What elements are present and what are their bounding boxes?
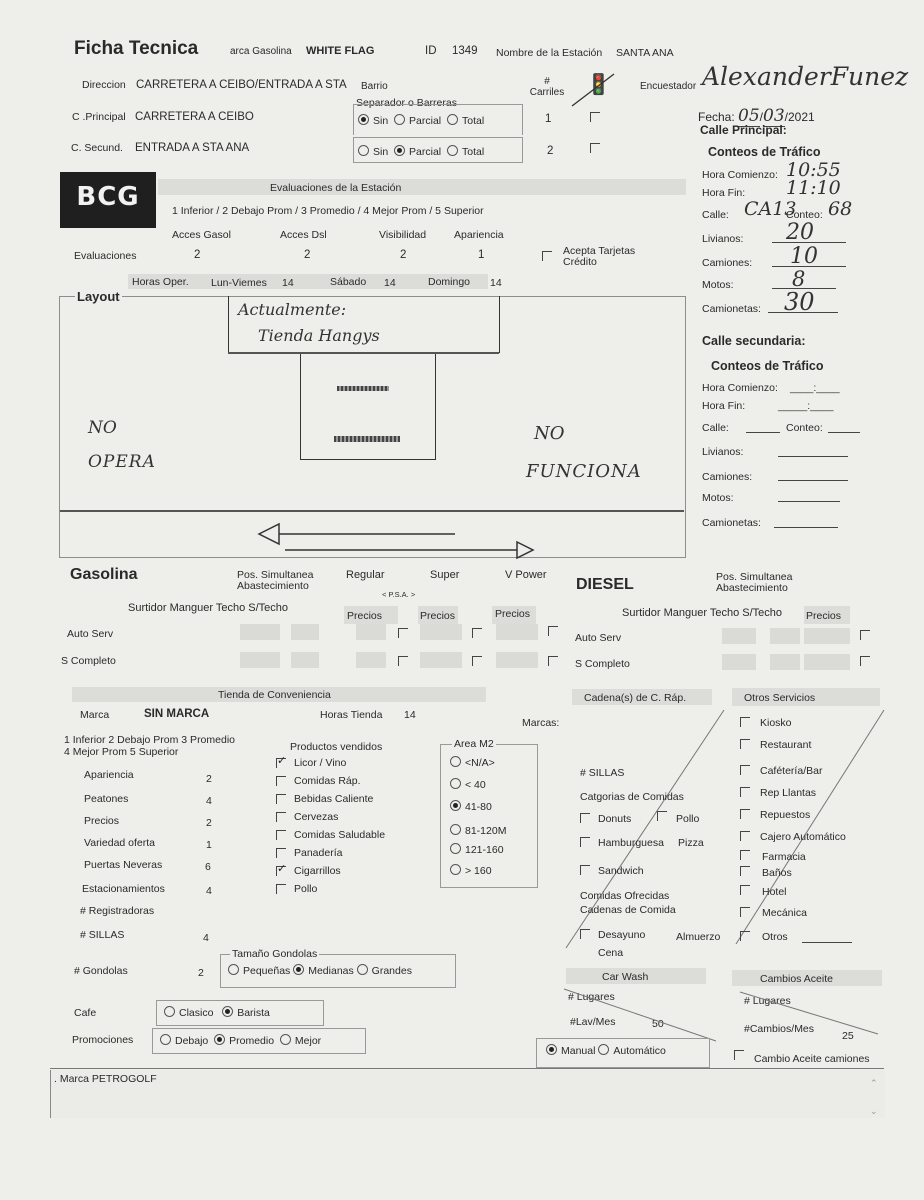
area-title: Area M2 [454, 738, 494, 750]
ts-count-label: Conteo: [786, 422, 823, 434]
rating-value-4: 6 [205, 861, 211, 873]
service-check-4[interactable] [740, 809, 750, 819]
diesel-price-label: Precios [806, 610, 842, 622]
notes-text: . Marca PETROGOLF [54, 1073, 157, 1085]
service-check-1[interactable] [740, 739, 750, 749]
layout-canopy-sketch [300, 354, 436, 460]
main-separator-options: Sin Parcial Total [358, 114, 484, 128]
bcg-logo-text: BCG [76, 182, 140, 212]
main-street-label: C .Principal [72, 111, 126, 123]
tm-motos-label: Motos: [702, 279, 734, 291]
scroll-up-icon[interactable]: ⌃ [870, 1078, 878, 1088]
gas-auto-check-2[interactable] [472, 628, 482, 638]
brand-label: arca Gasolina [230, 46, 292, 57]
cards-checkbox[interactable] [542, 251, 552, 261]
ts-cars-line[interactable] [778, 456, 848, 457]
area-opt-1[interactable]: < 40 [450, 778, 486, 792]
tm-vans-label: Camionetas: [702, 303, 761, 315]
main-sin-radio[interactable] [358, 114, 369, 125]
promo-label: Promociones [72, 1034, 134, 1046]
gas-full-check-2[interactable] [472, 656, 482, 666]
product-label-4: Comidas Saludable [294, 829, 386, 841]
service-label-10: Otros [762, 931, 788, 943]
oil-strike-mark [736, 988, 882, 1038]
traffic-light-icon: 🚦 [586, 74, 611, 96]
diesel-auto-check[interactable] [860, 630, 870, 640]
carwash-month-value: 50 [652, 1018, 664, 1030]
sandwich-label: Sandwich [598, 865, 644, 877]
oil-trucks-label: Cambio Aceite camiones [754, 1053, 870, 1065]
tm-trucks-label: Camiones: [702, 257, 753, 269]
store-scale-2: 4 Mejor Prom 5 Superior [64, 746, 179, 758]
rating-label-7: # SILLAS [80, 929, 125, 941]
rating-value-5: 4 [206, 885, 212, 897]
promo-below-radio[interactable] [160, 1034, 171, 1045]
second-street-value: ENTRADA A STA ANA [135, 142, 250, 154]
tm-cars-value: 20 [786, 220, 814, 245]
diesel-auto-price[interactable] [804, 628, 850, 644]
product-label-2: Bebidas Caliente [294, 793, 374, 805]
cafe-options: Clasico Barista [164, 1006, 270, 1020]
gasoline-title: Gasolina [70, 566, 138, 583]
carwash-spots: # Lugares [568, 991, 615, 1003]
breakfast-checkbox[interactable] [580, 929, 590, 939]
dinner-label: Cena [598, 947, 624, 959]
service-check-3[interactable] [740, 787, 750, 797]
product-check-0[interactable] [276, 758, 286, 768]
store-hours-label: Horas Tienda [320, 709, 383, 721]
address-value: CARRETERA A CEIBO/ENTRADA A STA [136, 79, 347, 91]
gas-price-label-1: Precios [347, 610, 383, 622]
bcg-logo [60, 172, 156, 228]
oil-changes-value: 25 [842, 1030, 854, 1042]
rating-label-5: Estacionamientos [82, 883, 165, 895]
service-other-line[interactable] [802, 942, 852, 943]
store-brands-label: Marcas: [522, 717, 560, 729]
layout-right-note-2: FUNCIONA [526, 461, 642, 482]
gas-full-check-1[interactable] [398, 656, 408, 666]
service-label-6: Farmacia [762, 851, 806, 863]
saturday-value: 14 [384, 277, 396, 289]
ts-start-blank[interactable]: ____:____ [790, 382, 840, 394]
service-label-3: Rep Llantas [760, 787, 817, 799]
lanes-strike-mark [568, 70, 618, 110]
date-sep: / [759, 110, 764, 124]
cards-label: Acepta Tarjetas Crédito [563, 245, 636, 268]
service-check-0[interactable] [740, 717, 750, 727]
tm-street-label: Calle: [702, 209, 729, 221]
lunch-label: Almuerzo [676, 931, 721, 943]
product-check-2[interactable] [276, 794, 286, 804]
gondolas-value: 2 [198, 967, 204, 979]
fastfood-chains: Cadenas de Comida [580, 904, 676, 916]
eval-row-label: Evaluaciones [74, 250, 137, 262]
diesel-auto-cell-1[interactable] [722, 628, 756, 644]
donuts-checkbox[interactable] [580, 813, 590, 823]
gas-auto-cell-2[interactable] [291, 624, 319, 640]
layout-right-note-1: NO [534, 423, 565, 444]
carwash-manual-radio[interactable] [546, 1044, 557, 1055]
rating-label-3: Variedad oferta [84, 837, 156, 849]
product-check-5[interactable] [276, 848, 286, 858]
carwash-auto-radio[interactable] [598, 1044, 609, 1055]
ts-vans-label: Camionetas: [702, 517, 761, 529]
gas-price-label-3: Precios [495, 608, 531, 620]
burger-label: Hamburguesa [598, 837, 664, 849]
brand-value: WHITE FLAG [306, 45, 375, 57]
weekday-label: Lun-Viemes [211, 277, 267, 289]
area-opt-4[interactable]: 121-160 [450, 843, 504, 857]
donuts-label: Donuts [598, 813, 632, 825]
promo-options: Debajo Promedio Mejor [160, 1034, 321, 1048]
oil-title: Cambios Aceite [760, 973, 833, 985]
pollo-checkbox[interactable] [657, 811, 667, 821]
gas-auto-check-3[interactable] [548, 626, 558, 636]
fastfood-seats: # SILLAS [580, 767, 625, 779]
second-lights-checkbox[interactable] [590, 143, 600, 153]
id-label: ID [425, 45, 437, 57]
gas-super: Super [430, 569, 460, 581]
eval-appearance-value: 1 [478, 249, 485, 261]
rating-value-2: 2 [206, 817, 212, 829]
evaluations-title: Evaluaciones de la Estación [270, 182, 402, 194]
service-check-9[interactable] [740, 907, 750, 917]
rating-label-4: Puertas Neveras [84, 859, 163, 871]
main-total-radio[interactable] [447, 114, 458, 125]
station-label: Nombre de la Estación [496, 47, 603, 59]
tm-end-label: Hora Fin: [702, 187, 746, 199]
eval-gas-value: 2 [194, 249, 201, 261]
service-label-8: Hotel [762, 886, 787, 898]
gas-full-label: S Completo [61, 655, 116, 667]
sunday-value: 14 [490, 277, 502, 289]
services-title: Otros Servicios [744, 692, 816, 704]
product-label-3: Cervezas [294, 811, 339, 823]
traffic-main-sub: Conteos de Tráfico [708, 145, 821, 159]
product-check-3[interactable] [276, 812, 286, 822]
barrio-label: Barrio [361, 81, 388, 92]
eval-col-appearance: Apariencia [454, 229, 504, 241]
gas-pos-sim: Pos. Simultanea Abastecimiento [237, 569, 314, 592]
tm-motos-value: 8 [792, 267, 806, 291]
sandwich-checkbox[interactable] [580, 865, 590, 875]
layout-note-2: Tienda Hangys [258, 326, 380, 345]
product-label-0: Licor / Vino [294, 757, 347, 769]
gas-full-cell-1[interactable] [240, 652, 280, 668]
weekday-value: 14 [282, 277, 294, 289]
gas-full-check-3[interactable] [548, 656, 558, 666]
gas-price-label-2: Precios [420, 610, 456, 622]
diesel-full-check[interactable] [860, 656, 870, 666]
service-check-6[interactable] [740, 850, 750, 860]
second-street-label: C. Secund. [71, 142, 123, 154]
second-parcial-radio[interactable] [394, 145, 405, 156]
service-check-8[interactable] [740, 885, 750, 895]
surveyor-label: Encuestador [640, 81, 697, 92]
hours-label: Horas Oper. [132, 276, 189, 288]
service-label-2: Cafétería/Bar [760, 765, 823, 777]
gas-psa: < P.S.A. > [382, 590, 416, 599]
cafe-barista-radio[interactable] [222, 1006, 233, 1017]
service-check-2[interactable] [740, 765, 750, 775]
fastfood-title: Cadena(s) de C. Ráp. [584, 692, 687, 704]
cafe-label: Cafe [74, 1007, 97, 1019]
rating-value-1: 4 [206, 795, 212, 807]
gas-auto-price-2[interactable] [420, 624, 462, 640]
main-street-value: CARRETERA A CEIBO [135, 111, 254, 123]
rating-label-1: Peatones [84, 793, 129, 805]
store-brand-value: SIN MARCA [144, 708, 210, 720]
cafe-classic-radio[interactable] [164, 1006, 175, 1017]
lanes-second-value: 2 [547, 145, 554, 157]
separator-label: Separador o Barreras [356, 97, 457, 109]
gas-auto-check-1[interactable] [398, 628, 408, 638]
ts-street-label: Calle: [702, 422, 729, 434]
tm-cars-label: Livianos: [702, 233, 744, 245]
service-check-7[interactable] [740, 866, 750, 876]
gondola-medium-radio[interactable] [293, 964, 304, 975]
service-label-5: Cajero Automático [760, 831, 846, 843]
store-brand-label: Marca [80, 709, 110, 721]
date-label: Fecha: [698, 110, 735, 124]
fastfood-categories: Catgorias de Comidas [580, 791, 684, 803]
rating-value-3: 1 [206, 839, 212, 851]
pizza-label: Pizza [678, 837, 704, 849]
service-label-1: Restaurant [760, 739, 812, 751]
tm-count-value: 68 [828, 198, 853, 220]
area-opt-3[interactable]: 81-120M [450, 824, 506, 838]
main-street-heading: Calle Principal: [700, 123, 787, 137]
carwash-strike-mark [560, 985, 720, 1045]
ts-vans-line[interactable] [774, 527, 838, 528]
ts-cars-label: Livianos: [702, 446, 744, 458]
diesel-full-cell-2[interactable] [770, 654, 800, 670]
layout-left-note-2: OPERA [88, 452, 156, 472]
pollo-label: Pollo [676, 813, 700, 825]
gondola-size-options: Pequeñas Medianas Grandes [228, 964, 412, 978]
layout-road-line [60, 510, 684, 512]
burger-checkbox[interactable] [580, 837, 590, 847]
oil-spots: # Lugares [744, 995, 791, 1007]
carwash-title: Car Wash [602, 971, 649, 983]
date-day: 05 [738, 106, 760, 126]
diesel-full-label: S Completo [575, 658, 630, 670]
layout-traffic-arrows [255, 520, 545, 562]
area-opt-2[interactable]: 41-80 [450, 800, 492, 814]
layout-pump-1 [337, 386, 389, 391]
breakfast-label: Desayuno [598, 929, 646, 941]
gas-vpower: V Power [505, 569, 547, 581]
date-month: 03 [763, 106, 785, 126]
gas-auto-price-1[interactable] [356, 624, 386, 640]
gas-regular: Regular [346, 569, 385, 581]
promo-average-radio[interactable] [214, 1034, 225, 1045]
id-value: 1349 [452, 45, 478, 57]
fastfood-offered: Comidas Ofrecidas [580, 890, 670, 902]
service-label-7: Baños [762, 867, 792, 879]
service-label-9: Mecánica [762, 907, 807, 919]
eval-col-visibility: Visibilidad [379, 229, 427, 241]
ts-trucks-line[interactable] [778, 480, 848, 481]
product-check-4[interactable] [276, 830, 286, 840]
rating-value-0: 2 [206, 773, 212, 785]
store-title: Tienda de Conveniencia [218, 689, 331, 701]
ts-end-blank[interactable]: _____:____ [778, 400, 834, 412]
rating-label-0: Apariencia [84, 769, 134, 781]
rating-value-7: 4 [203, 932, 209, 944]
second-total-radio[interactable] [447, 145, 458, 156]
ts-motos-line[interactable] [778, 501, 840, 502]
ts-count-line[interactable] [828, 432, 860, 433]
ts-motos-label: Motos: [702, 492, 734, 504]
diesel-columns: Surtidor Manguer Techo S/Techo [622, 607, 782, 619]
gas-auto-label: Auto Serv [67, 628, 114, 640]
evaluations-bar [158, 179, 686, 195]
gas-full-price-1[interactable] [356, 652, 386, 668]
evaluations-scale: 1 Inferior / 2 Debajo Prom / 3 Promedio / 4 Mejor Prom / 5 Superior [172, 205, 484, 217]
eval-col-gas: Acces Gasol [172, 229, 231, 241]
diesel-auto-label: Auto Serv [575, 632, 622, 644]
scroll-down-icon[interactable]: ⌄ [870, 1106, 878, 1116]
gas-auto-cell-1[interactable] [240, 624, 280, 640]
diesel-pos-sim: Pos. Simultanea Abastecimiento [716, 571, 793, 594]
gas-full-cell-2[interactable] [291, 652, 319, 668]
main-parcial-radio[interactable] [394, 114, 405, 125]
carwash-month-label: #Lav/Mes [570, 1016, 616, 1028]
date-row [698, 106, 815, 126]
area-opt-5[interactable]: > 160 [450, 864, 492, 878]
eval-col-diesel: Acces Dsl [280, 229, 327, 241]
product-label-6: Cigarrillos [294, 865, 341, 877]
traffic-second-sub: Conteos de Tráfico [711, 359, 824, 373]
diesel-full-price[interactable] [804, 654, 850, 670]
store-scale-1: 1 Inferior 2 Debajo Prom 3 Promedio [64, 734, 235, 746]
tm-trucks-value: 10 [790, 244, 818, 269]
station-value: SANTA ANA [616, 47, 674, 59]
tm-count-label: Conteo: [786, 209, 823, 221]
store-hours-value: 14 [404, 709, 416, 721]
rating-label-6: # Registradoras [80, 905, 155, 917]
service-check-10[interactable] [740, 931, 750, 941]
layout-note-1: Actualmente: [238, 300, 347, 319]
lanes-label: # Carriles [529, 76, 565, 98]
date-year: /2021 [784, 110, 815, 124]
fastfood-strike-mark [560, 704, 730, 954]
oil-trucks-checkbox[interactable] [734, 1050, 744, 1060]
tm-street-value: CA13 [744, 198, 797, 220]
notes-field[interactable] [50, 1070, 885, 1118]
gas-full-price-3[interactable] [496, 652, 538, 668]
diesel-full-cell-1[interactable] [722, 654, 756, 670]
tm-end-value: 11:10 [786, 177, 841, 199]
rating-label-2: Precios [84, 815, 120, 827]
ts-trucks-label: Camiones: [702, 471, 753, 483]
service-check-5[interactable] [740, 831, 750, 841]
second-traffic-heading: Calle secundaria: [702, 334, 806, 348]
gondola-large-radio[interactable] [357, 964, 368, 975]
ts-street-line[interactable] [746, 432, 780, 433]
product-label-7: Pollo [294, 883, 318, 895]
product-check-7[interactable] [276, 884, 286, 894]
layout-left-note-1: NO [88, 418, 117, 438]
products-title: Productos vendidos [290, 741, 383, 753]
gas-columns: Surtidor Manguer Techo S/Techo [128, 602, 288, 614]
promo-better-radio[interactable] [280, 1034, 291, 1045]
service-label-0: Kiosko [760, 717, 792, 729]
ts-start-label: Hora Comienzo: [702, 382, 778, 394]
sunday-label: Domingo [428, 276, 471, 288]
form-title: Ficha Tecnica [74, 38, 199, 59]
gas-full-price-2[interactable] [420, 652, 462, 668]
service-label-4: Repuestos [760, 809, 811, 821]
gondolas-label: # Gondolas [74, 965, 128, 977]
carwash-type-options: Manual Automático [546, 1044, 666, 1058]
second-sin-radio[interactable] [358, 145, 369, 156]
area-opt-0[interactable]: <N/A> [450, 756, 495, 770]
layout-pump-2 [334, 436, 400, 442]
lanes-main-value: 1 [545, 113, 552, 125]
gondola-small-radio[interactable] [228, 964, 239, 975]
address-label: Direccion [82, 79, 126, 91]
saturday-label: Sábado [330, 276, 367, 288]
product-check-6[interactable] [276, 866, 286, 876]
gas-auto-price-3[interactable] [496, 624, 538, 640]
diesel-auto-cell-2[interactable] [770, 628, 800, 644]
product-check-1[interactable] [276, 776, 286, 786]
notes-top-rule [50, 1068, 884, 1069]
tm-start-value: 10:55 [786, 159, 841, 181]
eval-diesel-value: 2 [304, 249, 311, 261]
gondola-size-title: Tamaño Gondolas [232, 948, 318, 960]
product-label-5: Panadería [294, 847, 343, 859]
diesel-title: DIESEL [576, 576, 634, 593]
layout-title: Layout [77, 289, 120, 304]
oil-changes-label: #Cambios/Mes [744, 1023, 815, 1035]
eval-visibility-value: 2 [400, 249, 407, 261]
second-separator-options: Sin Parcial Total [358, 145, 484, 159]
tm-start-label: Hora Comienzo: [702, 169, 778, 181]
ts-end-label: Hora Fin: [702, 400, 746, 412]
tm-vans-value: 30 [784, 288, 815, 316]
product-label-1: Comidas Ráp. [294, 775, 361, 787]
surveyor-value: AlexanderFunez [702, 62, 909, 91]
main-lights-checkbox[interactable] [590, 112, 600, 122]
